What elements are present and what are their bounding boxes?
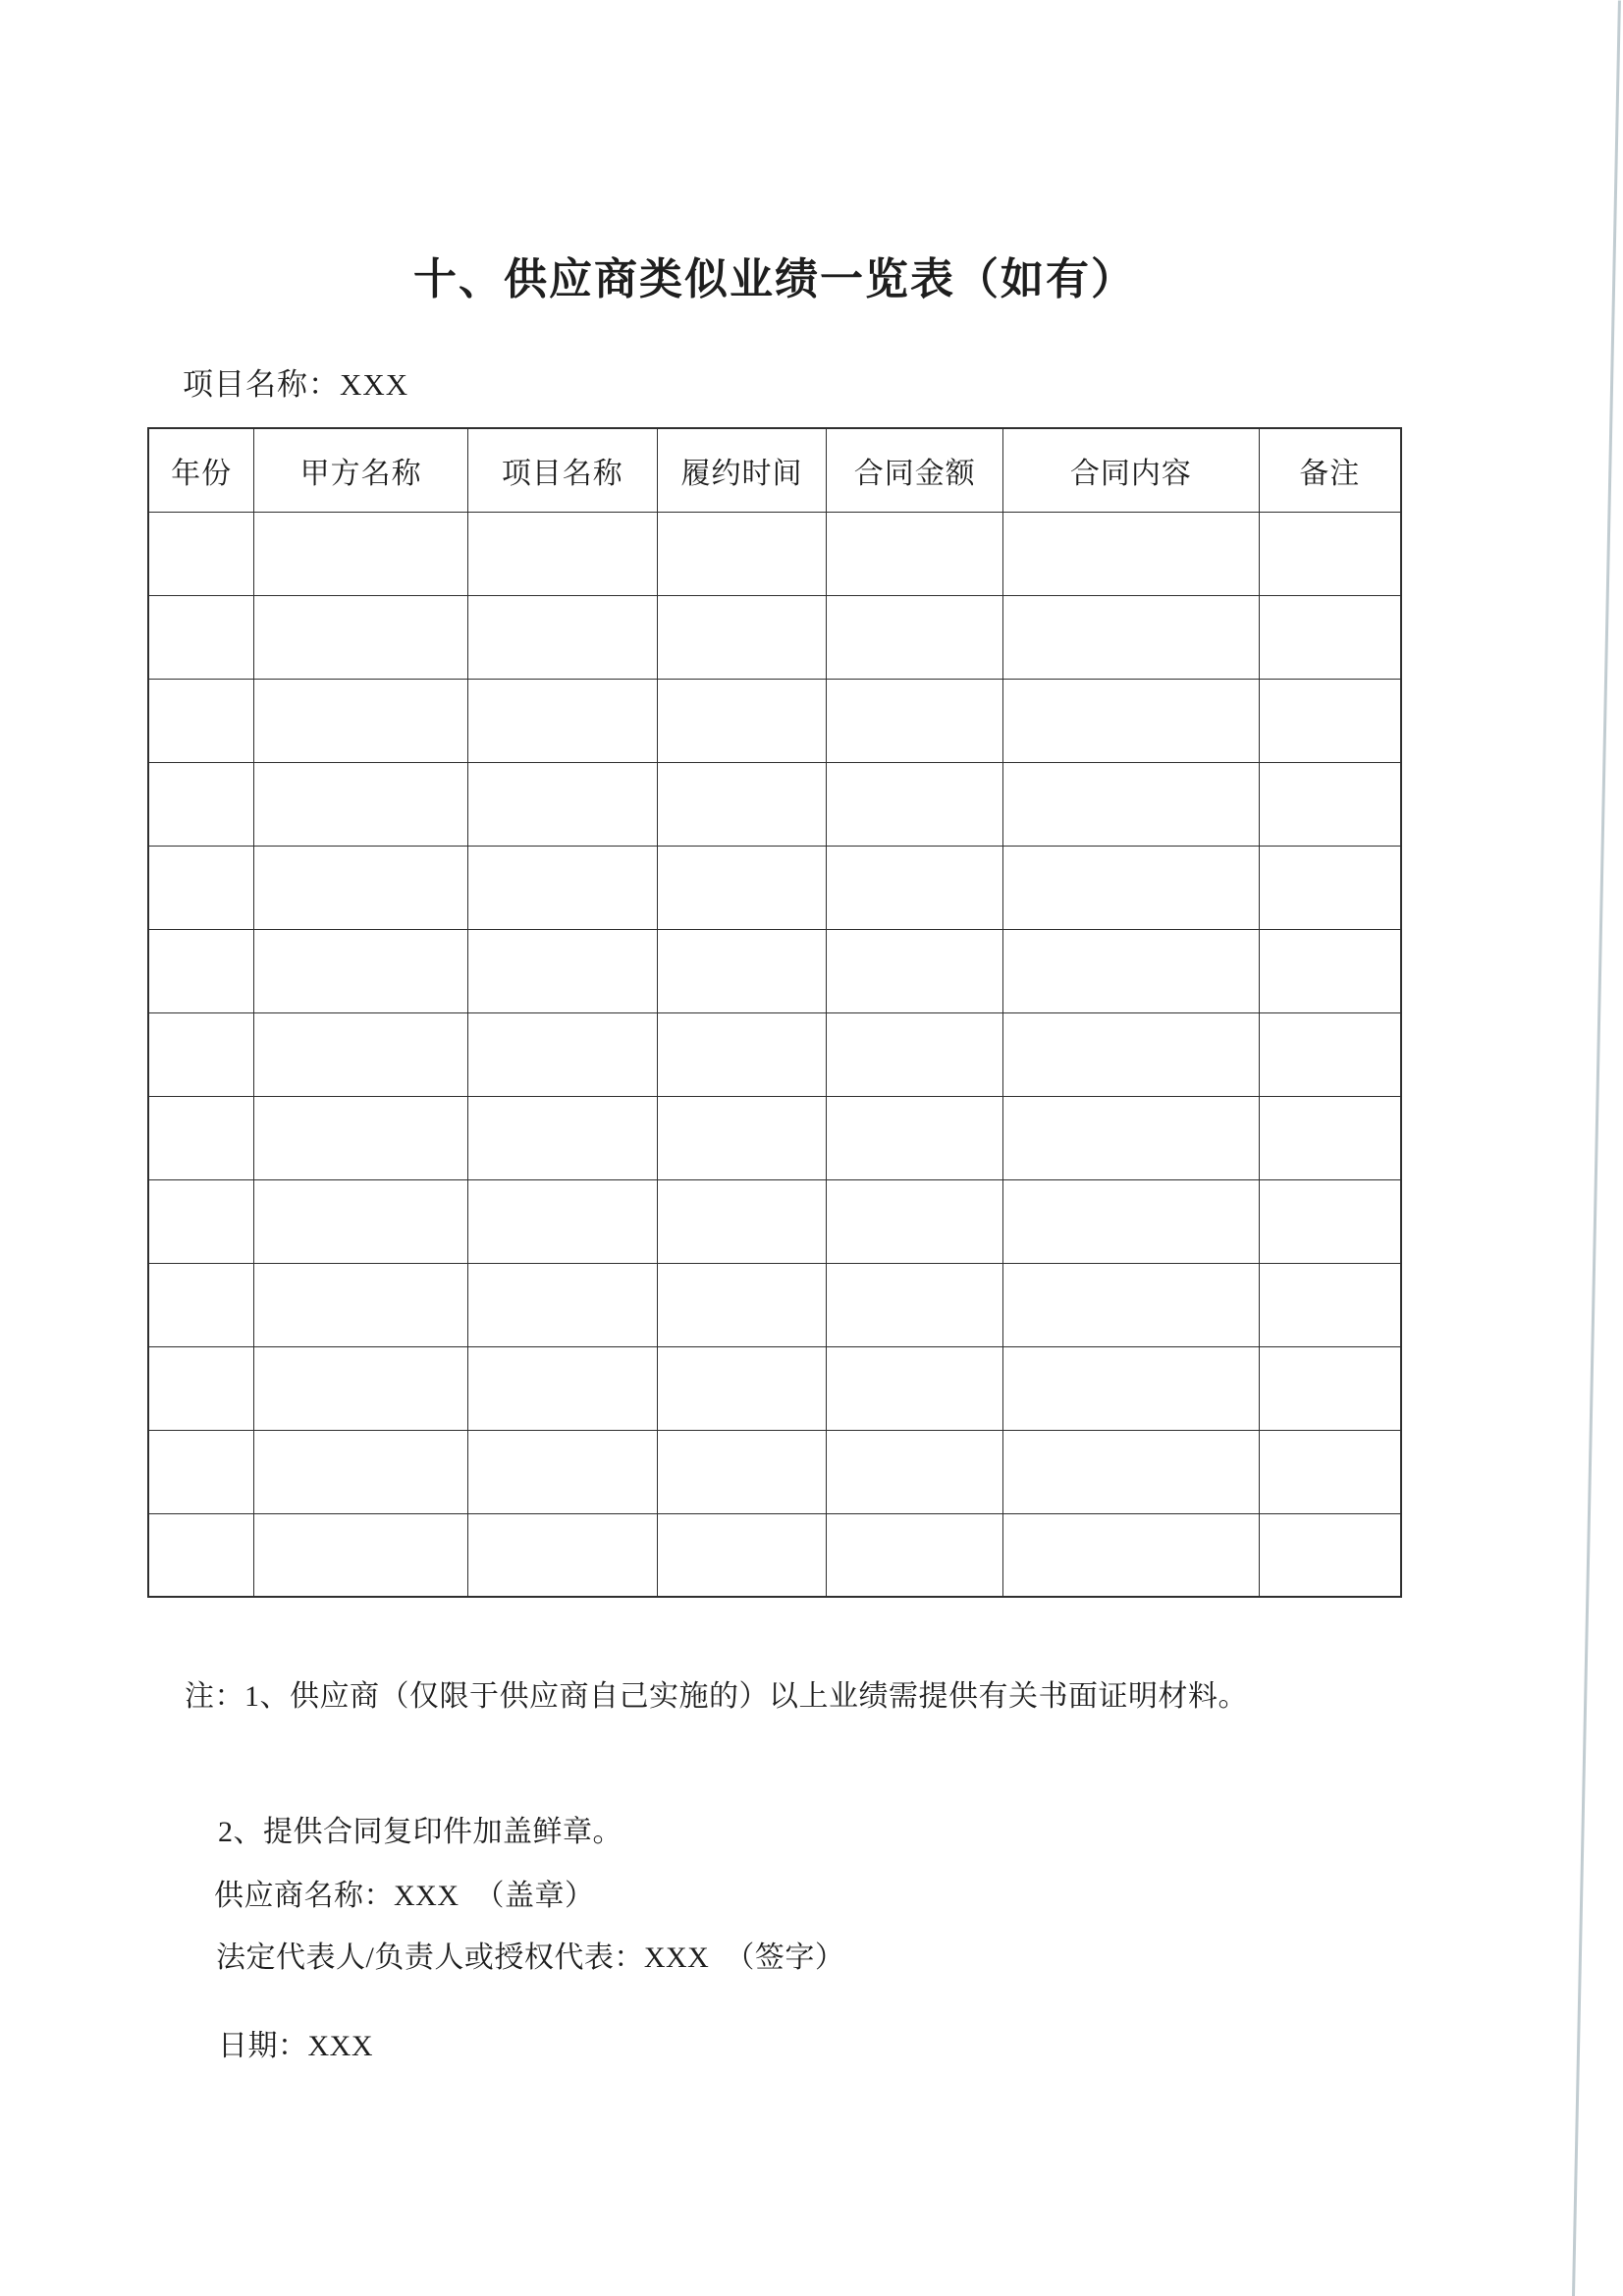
empty-cell	[827, 1430, 1003, 1513]
note-line-1: 注：1、供应商（仅限于供应商自己实施的）以上业绩需提供有关书面证明材料。	[185, 1680, 1248, 1713]
empty-cell	[148, 1263, 254, 1346]
table-row	[148, 1012, 1401, 1096]
column-header-2: 项目名称	[467, 428, 657, 512]
legal-representative-line: 法定代表人/负责人或授权代表：XXX （签字）	[216, 1941, 845, 1974]
empty-cell	[1003, 679, 1260, 762]
empty-cell	[467, 512, 657, 595]
empty-cell	[827, 595, 1003, 679]
column-header-6: 备注	[1259, 428, 1401, 512]
empty-cell	[657, 1346, 827, 1430]
empty-cell	[657, 1430, 827, 1513]
date-line: 日期：XXX	[218, 2030, 373, 2062]
empty-cell	[1003, 929, 1260, 1012]
empty-cell	[1003, 1513, 1260, 1597]
empty-cell	[254, 846, 468, 929]
empty-cell	[657, 595, 827, 679]
empty-cell	[467, 929, 657, 1012]
empty-cell	[1259, 846, 1401, 929]
empty-cell	[827, 1096, 1003, 1179]
table-row	[148, 929, 1401, 1012]
empty-cell	[1003, 1430, 1260, 1513]
table-row	[148, 762, 1401, 846]
empty-cell	[1003, 762, 1260, 846]
empty-cell	[254, 1346, 468, 1430]
empty-cell	[1003, 846, 1260, 929]
empty-cell	[827, 929, 1003, 1012]
empty-cell	[148, 846, 254, 929]
empty-cell	[1259, 1263, 1401, 1346]
empty-cell	[827, 1346, 1003, 1430]
empty-cell	[148, 595, 254, 679]
empty-cell	[827, 762, 1003, 846]
column-header-4: 合同金额	[827, 428, 1003, 512]
empty-cell	[254, 1096, 468, 1179]
empty-cell	[1259, 679, 1401, 762]
empty-cell	[254, 679, 468, 762]
table-row	[148, 1430, 1401, 1513]
empty-cell	[467, 1513, 657, 1597]
empty-cell	[1259, 1513, 1401, 1597]
empty-cell	[657, 929, 827, 1012]
empty-cell	[148, 1096, 254, 1179]
empty-cell	[467, 1096, 657, 1179]
empty-cell	[254, 1263, 468, 1346]
table-row	[148, 595, 1401, 679]
column-header-3: 履约时间	[657, 428, 827, 512]
empty-cell	[1003, 1346, 1260, 1430]
empty-cell	[1259, 595, 1401, 679]
empty-cell	[254, 1430, 468, 1513]
empty-cell	[148, 1179, 254, 1263]
table-row	[148, 1179, 1401, 1263]
empty-cell	[1259, 929, 1401, 1012]
empty-cell	[254, 1513, 468, 1597]
empty-cell	[467, 679, 657, 762]
empty-cell	[254, 1012, 468, 1096]
project-name-line: 项目名称：XXX	[183, 367, 409, 402]
empty-cell	[1259, 1012, 1401, 1096]
empty-cell	[467, 1012, 657, 1096]
empty-cell	[827, 679, 1003, 762]
column-header-5: 合同内容	[1003, 428, 1260, 512]
empty-cell	[148, 512, 254, 595]
table-row	[148, 679, 1401, 762]
empty-cell	[148, 1012, 254, 1096]
empty-cell	[1003, 595, 1260, 679]
header-row	[148, 428, 1401, 512]
empty-cell	[254, 762, 468, 846]
empty-cell	[657, 762, 827, 846]
empty-cell	[148, 762, 254, 846]
empty-cell	[657, 679, 827, 762]
empty-cell	[148, 1513, 254, 1597]
empty-cell	[467, 1430, 657, 1513]
column-header-1: 甲方名称	[254, 428, 468, 512]
empty-cell	[1003, 1096, 1260, 1179]
empty-cell	[1259, 1179, 1401, 1263]
empty-cell	[148, 1430, 254, 1513]
empty-cell	[254, 595, 468, 679]
table-row	[148, 512, 1401, 595]
empty-cell	[827, 1179, 1003, 1263]
scan-edge-artifact	[1572, 0, 1621, 2296]
empty-cell	[467, 595, 657, 679]
empty-cell	[467, 846, 657, 929]
table-row	[148, 1346, 1401, 1430]
empty-cell	[1003, 512, 1260, 595]
empty-cell	[467, 1263, 657, 1346]
empty-cell	[657, 1179, 827, 1263]
column-header-0: 年份	[148, 428, 254, 512]
empty-cell	[1259, 1346, 1401, 1430]
empty-cell	[148, 679, 254, 762]
empty-cell	[254, 929, 468, 1012]
empty-cell	[1259, 512, 1401, 595]
document-title: 十、供应商类似业绩一览表（如有）	[413, 255, 1136, 303]
empty-cell	[467, 1179, 657, 1263]
empty-cell	[467, 762, 657, 846]
empty-cell	[1003, 1263, 1260, 1346]
empty-cell	[254, 1179, 468, 1263]
empty-cell	[1259, 1096, 1401, 1179]
empty-cell	[657, 512, 827, 595]
table-row	[148, 1513, 1401, 1597]
table-row	[148, 846, 1401, 929]
empty-cell	[254, 512, 468, 595]
performance-table	[147, 427, 1402, 1598]
table-row	[148, 1096, 1401, 1179]
supplier-name-line: 供应商名称：XXX （盖章）	[214, 1880, 595, 1912]
empty-cell	[827, 512, 1003, 595]
empty-cell	[148, 929, 254, 1012]
empty-cell	[827, 1263, 1003, 1346]
empty-cell	[657, 1263, 827, 1346]
table-row	[148, 1263, 1401, 1346]
empty-cell	[657, 1012, 827, 1096]
note-line-2: 2、提供合同复印件加盖鲜章。	[218, 1816, 622, 1848]
empty-cell	[148, 1346, 254, 1430]
empty-cell	[827, 1012, 1003, 1096]
empty-cell	[657, 846, 827, 929]
empty-cell	[1003, 1012, 1260, 1096]
empty-cell	[1259, 762, 1401, 846]
empty-cell	[1003, 1179, 1260, 1263]
empty-cell	[657, 1513, 827, 1597]
empty-cell	[1259, 1430, 1401, 1513]
empty-cell	[827, 1513, 1003, 1597]
empty-cell	[467, 1346, 657, 1430]
empty-cell	[827, 846, 1003, 929]
empty-cell	[657, 1096, 827, 1179]
